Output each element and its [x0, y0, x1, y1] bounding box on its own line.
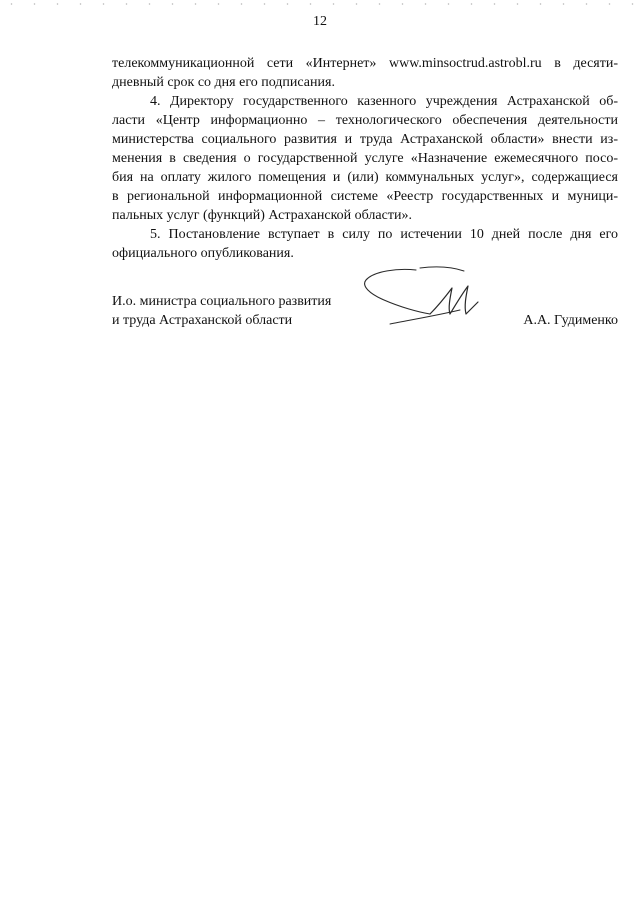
text-line: бия на оплату жилого помещения и (или) коммунальных услуг», содержащиеся	[112, 170, 618, 185]
text-line: официального опубликования.	[112, 246, 294, 261]
text-line: дневный срок со дня его подписания.	[112, 75, 335, 90]
signer-position-line: и труда Астраханской области	[112, 313, 293, 328]
text-line: ласти «Центр информационно – технологического обеспечения деятельности	[112, 113, 618, 128]
paragraph-3-continuation	[112, 54, 618, 92]
page-number: 12	[313, 14, 327, 29]
text-line: в региональной информационной системе «Реестр государственных и муници-	[112, 189, 618, 204]
text-line: министерства социального развития и труда Астраханской области» внести из-	[112, 132, 618, 147]
text-line: 4. Директору государственного казенного учреждения Астраханской об-	[150, 94, 618, 109]
scan-artifact-line	[0, 3, 640, 5]
document-body	[112, 54, 618, 263]
signer-position-line: И.о. министра социального развития	[112, 294, 332, 309]
text-line: 5. Постановление вступает в силу по истечении 10 дней после дня его	[150, 227, 618, 242]
text-line: пальных услуг (функций) Астраханской области».	[112, 208, 412, 223]
paragraph-5	[112, 225, 618, 263]
signer-name: А.А. Гудименко	[523, 313, 618, 328]
text-line: менения в сведения о государственной услуге «Назначение ежемесячного посо-	[112, 151, 618, 166]
handwritten-signature	[360, 262, 490, 332]
paragraph-4	[112, 92, 618, 225]
signer-position	[112, 292, 331, 330]
text-line: телекоммуникационной сети «Интернет» www.minsoctrud.astrobl.ru в десяти-	[112, 56, 618, 71]
